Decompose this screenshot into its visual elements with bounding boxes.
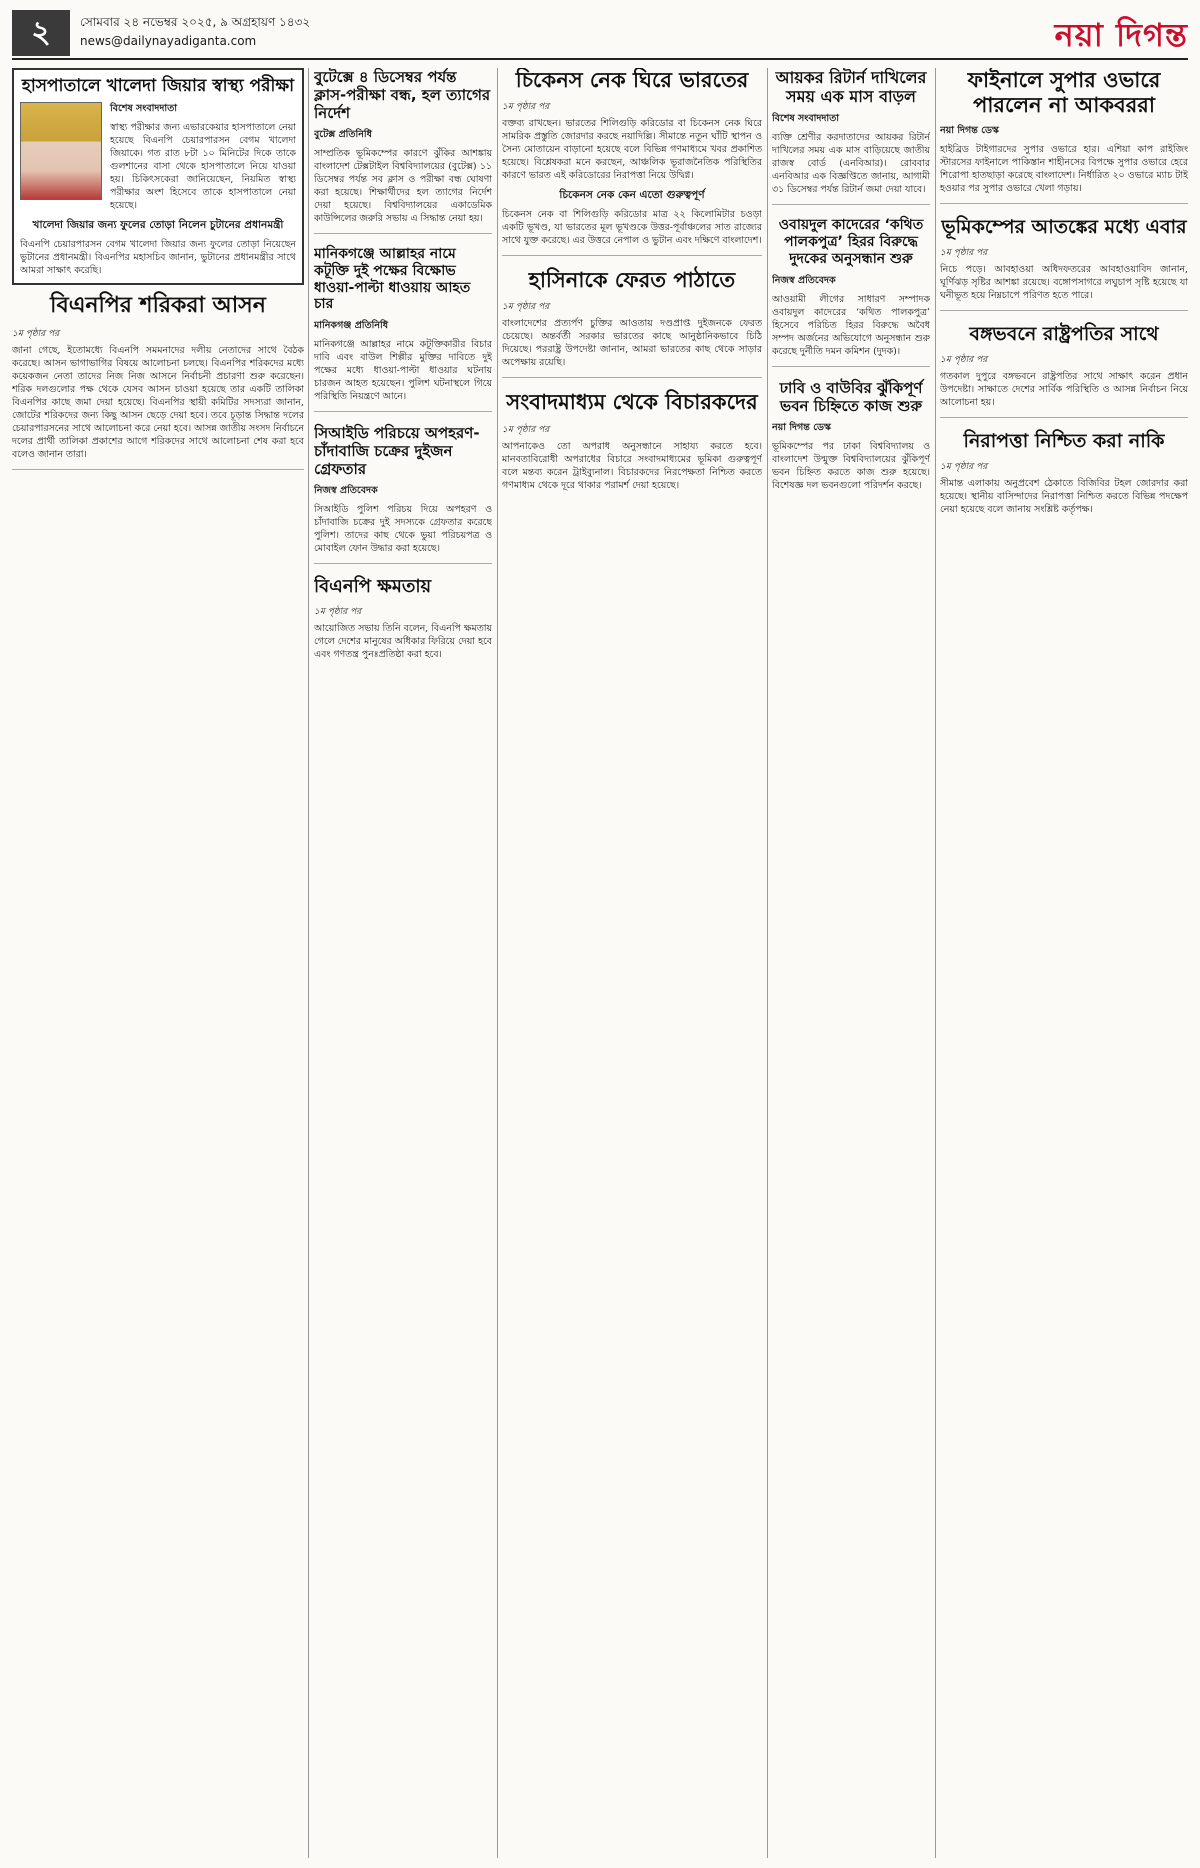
bangabhaban-story bbox=[940, 323, 1188, 418]
headline: বিএনপি ক্ষমতায় bbox=[314, 576, 432, 598]
masthead bbox=[12, 10, 1188, 60]
column-divider bbox=[935, 68, 936, 1858]
headline: ফাইনালে সুপার ওভারে পারলেন না আকবররা bbox=[967, 68, 1161, 118]
byline: বিশেষ সংবাদদাতা bbox=[110, 103, 178, 115]
headline: ঢাবি ও বাউবির ঝুঁকিপূর্ণ ভবন চিহ্নিতে কাজ শুরু bbox=[779, 378, 923, 415]
article-text: ভূমিকম্পের পর ঢাকা বিশ্ববিদ্যালয় ও বাংলাদেশ উন্মুক্ত বিশ্ববিদ্যালয়ের ঝুঁকিপূর্ণ ভবন চিহ্নিত করতে কাজ শুরু হয়েছে। বিশেষজ্ঞ দল ভবনগুলো পরিদর্শন করছে। bbox=[772, 440, 930, 491]
headline: ওবায়দুল কাদেরের ‘কথিত পালকপুত্র’ হিরর বিরুদ্ধে দুদকের অনুসন্ধান শুরু bbox=[778, 217, 924, 267]
continued-from: ১ম পৃষ্ঠার পর bbox=[502, 424, 550, 435]
article-text: বিএনপি চেয়ারপারসন বেগম খালেদা জিয়ার জন্য ফুলের তোড়া নিয়েছেন ভুটানের প্রধানমন্ত্রী। বিএনপির মহাসচিব জানান, ভুটানের প্রধানমন্ত্রীর সাথে আমরা সাক্ষাৎ করেছি। bbox=[20, 239, 296, 277]
article-text: জানা গেছে, ইতোমধ্যে বিএনপি সমমনাদের দলীয় নেতাদের সাথে বৈঠক করেছে। আসন ভাগাভাগির বিষয়ে আলোচনা চলছে। বিএনপির শরিকদের মধ্যে কয়েকজন নেতা তাদের নিজ নিজ আসনে নির্বাচনী প্রচারণা শুরু করেছেন। শরিক দলগুলোর পক্ষ থেকে যেসব আসন চাওয়া হয়েছে তার একটি তালিকা বিএনপির কাছে জমা দেয়া হয়েছে। বিএনপির স্থায়ী কমিটির সদস্যরা জানান, জোটের শরিকদের জন্য কিছু আসন ছেড়ে দেয়া হবে। তবে চূড়ান্ত সিদ্ধান্ত দলের চেয়ারপারসনের সাথে আলোচনা করে নেয়া হবে। আসন্ন জাতীয় সংসদ নির্বাচনে দলের প্রার্থী তালিকা প্রকাশের আগে শরিকদের সাথে আলোচনা শেষ করা হবে বলেও জানান তারা। bbox=[12, 344, 304, 460]
article-text: বাংলাদেশের প্রত্যর্পণ চুক্তির আওতায় দণ্ডপ্রাপ্ত দুইজনকে ফেরত চেয়েছে। অন্তর্বর্তী সরকার ভারতের কাছে আনুষ্ঠানিকভাবে চিঠি দিয়েছে। পররাষ্ট্র উপদেষ্টা জানান, আমরা ভারতের কাছ থেকে সাড়ার অপেক্ষায় রয়েছি। bbox=[502, 318, 762, 369]
headline: হাসিনাকে ফেরত পাঠাতে bbox=[528, 268, 736, 293]
column-1 bbox=[12, 68, 304, 482]
article-text: সীমান্ত এলাকায় অনুপ্রবেশ ঠেকাতে বিজিবির টহল জোরদার করা হয়েছে। স্থানীয় বাসিন্দাদের নিরাপত্তা নিশ্চিত করতে বিভিন্ন পদক্ষেপ নেয়া হয়েছে বলে জানায় সংশ্লিষ্ট কর্তৃপক্ষ। bbox=[940, 477, 1188, 515]
khaleda-zia-photo bbox=[20, 102, 102, 200]
byline: নয়া দিগন্ত ডেস্ক bbox=[940, 125, 999, 137]
acc-probe-story bbox=[772, 217, 930, 366]
column-divider bbox=[767, 68, 768, 1858]
continued-from: ১ম পৃষ্ঠার পর bbox=[502, 302, 550, 313]
subheading: খালেদা জিয়ার জন্য ফুলের তোড়া নিলেন চুটানের প্রধানমন্ত্রী bbox=[32, 219, 284, 232]
continued-from: ১ম পৃষ্ঠার পর bbox=[940, 354, 988, 365]
article-text: সাম্প্রতিক ভূমিকম্পের কারণে ঝুঁকির আশঙ্কায় বাংলাদেশ টেক্সটাইল বিশ্ববিদ্যালয়ের (বুটেক্স) ১১ ডিসেম্বর পর্যন্ত সব ক্লাস ও পরীক্ষা বন্ধ ঘোষণা করা হয়েছে। শিক্ষার্থীদের হল ত্যাগের নির্দেশ দেয়া হয়েছে। বিশ্ববিদ্যালয়ের একাডেমিক কাউন্সিলের জরুরি সভায় এ সিদ্ধান্ত নেয়া হয়। bbox=[314, 148, 492, 224]
judges-media-story bbox=[502, 390, 762, 499]
column-5 bbox=[940, 68, 1188, 536]
byline: নিজস্ব প্রতিবেদক bbox=[314, 485, 378, 497]
hasina-return-story bbox=[502, 268, 762, 378]
article-text: স্বাস্থ্য পরীক্ষার জন্য এভারকেয়ার হাসপাতালে নেয়া হয়েছে বিএনপি চেয়ারপারসন বেগম খালেদা জিয়াকে। গত রাত ৮টা ১০ মিনিটের দিকে তাকে গুলশানের বাসা থেকে হাসপাতালে নিয়ে যাওয়া হয়। চিকিৎসকেরা জানিয়েছেন, নিয়মিত স্বাস্থ্য পরীক্ষার অংশ হিসেবে তাকে হাসপাতালে নেয়া হয়েছে। bbox=[110, 122, 296, 212]
article-text: গতকাল দুপুরে বঙ্গভবনে রাষ্ট্রপতির সাথে সাক্ষাৎ করেন প্রধান উপদেষ্টা। সাক্ষাতে দেশের সার্বিক পরিস্থিতি ও আসন্ন নির্বাচন নিয়ে আলোচনা হয়। bbox=[940, 370, 1188, 408]
article-text: মানিকগঞ্জে আল্লাহর নামে কটূক্তিকারীর বিচার দাবি এবং বাউল শিল্পীর মুক্তির দাবিতে দুই পক্ষের মধ্যে ধাওয়া-পাল্টা ধাওয়ার ঘটনায় চারজন আহত হয়েছেন। পুলিশ ঘটনাস্থলে গিয়ে পরিস্থিতি নিয়ন্ত্রণে আনে। bbox=[314, 339, 492, 403]
column-2 bbox=[314, 68, 492, 681]
headline: নিরাপত্তা নিশ্চিত করা নাকি bbox=[963, 429, 1165, 452]
newspaper-page bbox=[12, 0, 1188, 1868]
headline: সিআইডি পরিচয়ে অপহরণ-চাঁদাবাজি চক্রের দুইজন গ্রেফতার bbox=[314, 424, 480, 479]
chickens-neck-story bbox=[502, 68, 762, 256]
butex-story bbox=[314, 68, 492, 234]
continued-from: ১ম পৃষ্ঠার পর bbox=[314, 606, 362, 617]
article-text: চিকেনস নেক বা শিলিগুড়ি করিডোর মাত্র ২২ কিলোমিটার চওড়া একটি ভূখণ্ড, যা ভারতের মূল ভূখণ্ডকে উত্তর-পূর্বাঞ্চলের সাত রাজ্যের সাথে যুক্ত করেছে। এর উত্তরে নেপাল ও ভুটান এবং দক্ষিণে বাংলাদেশ। bbox=[502, 209, 762, 247]
column-4 bbox=[772, 68, 930, 512]
headline: চিকেনস নেক ঘিরে ভারতের bbox=[515, 68, 749, 92]
bnp-allies-story bbox=[12, 293, 304, 469]
security-story bbox=[940, 430, 1188, 524]
cid-story bbox=[314, 424, 492, 564]
byline: নিজস্ব প্রতিবেদক bbox=[772, 274, 836, 286]
risky-buildings-story bbox=[772, 379, 930, 500]
headline: আয়কর রিটার্ন দাখিলের সময় এক মাস বাড়ল bbox=[775, 68, 927, 107]
super-over-story bbox=[940, 68, 1188, 204]
article-text: আয়োজিত সভায় তিনি বলেন, বিএনপি ক্ষমতায় গেলে দেশের মানুষের অধিকার ফিরিয়ে দেয়া হবে এবং গণতন্ত্র পুনঃপ্রতিষ্ঠা করা হবে। bbox=[314, 622, 492, 660]
article-text: আওয়ামী লীগের সাধারণ সম্পাদক ওবায়দুল কাদেরের ‘কথিত পালকপুত্র’ হিসেবে পরিচিত হিরর বিরুদ্ধে অবৈধ সম্পদ অর্জনের অভিযোগে অনুসন্ধান শুরু করেছে দুর্নীতি দমন কমিশন (দুদক)। bbox=[772, 293, 930, 357]
byline: মানিকগঞ্জ প্রতিনিধি bbox=[314, 320, 389, 332]
khaleda-zia-story-box bbox=[12, 68, 304, 285]
newspaper-logo: নয়া দিগন্ত bbox=[1054, 16, 1188, 54]
headline: বুটেক্সে ৪ ডিসেম্বর পর্যন্ত ক্লাস-পরীক্ষা বন্ধ, হল ত্যাগের নির্দেশ bbox=[314, 68, 491, 122]
article-text: নিচে পড়ে। আবহাওয়া অধিদফতরের আবহাওয়াবিদ জানান, ঘূর্ণিঝড় সৃষ্টির আশঙ্কা রয়েছে। বঙ্গোপসাগরে লঘুচাপ সৃষ্টি হয়েছে যা ঘনীভূত হয়ে নিম্নচাপে পরিণত হতে পারে। bbox=[940, 264, 1188, 302]
continued-from: ১ম পৃষ্ঠার পর bbox=[502, 102, 550, 113]
article-text: সিআইডি পুলিশ পরিচয় দিয়ে অপহরণ ও চাঁদাবাজি চক্রের দুই সদস্যকে গ্রেফতার করেছে পুলিশ। তাদের কাছ থেকে ভুয়া পরিচয়পত্র ও মোবাইল ফোন উদ্ধার করা হয়েছে। bbox=[314, 504, 492, 555]
byline: বুটেক্স প্রতিনিধি bbox=[314, 129, 372, 140]
byline: বিশেষ সংবাদদাতা bbox=[772, 113, 840, 125]
column-divider bbox=[308, 68, 309, 1858]
article-text: ব্যক্তি শ্রেণীর করদাতাদের আয়কর রিটার্ন দাখিলের সময় এক মাস বাড়িয়েছে জাতীয় রাজস্ব বোর্ড (এনবিআর)। রোববার এনবিআর এক বিজ্ঞপ্তিতে জানায়, আগামী ৩১ ডিসেম্বর পর্যন্ত রিটার্ন জমা দেয়া যাবে। bbox=[772, 132, 930, 196]
headline: সংবাদমাধ্যম থেকে বিচারকদের bbox=[506, 390, 758, 415]
earthquake-fear-story bbox=[940, 216, 1188, 311]
headline: বিএনপির শরিকরা আসন bbox=[50, 293, 266, 319]
site-email[interactable]: news@dailynayadiganta.com bbox=[80, 34, 257, 48]
manikganj-story bbox=[314, 246, 492, 412]
continued-from: ১ম পৃষ্ঠার পর bbox=[12, 328, 60, 339]
article-text: বক্তব্য রাখছেন। ভারতের শিলিগুড়ি করিডোর বা চিকেনস নেক ঘিরে সামরিক প্রস্তুতি জোরদার করছে নয়াদিল্লি। সীমান্তে নতুন ঘাঁটি স্থাপন ও সৈন্য মোতায়েন বাড়ানো হয়েছে বলে বিভিন্ন গণমাধ্যমে খবর প্রকাশিত হয়েছে। বিশ্লেষকরা মনে করছেন, আঞ্চলিক ভূরাজনৈতিক পরিস্থিতির কারণে ভারত এই করিডোরের নিরাপত্তা নিয়ে উদ্বিগ্ন। bbox=[502, 118, 762, 182]
headline: মানিকগঞ্জে আল্লাহর নামে কটূক্তি দুই পক্ষের বিক্ষোভ ধাওয়া-পাল্টা ধাওয়ায় আহত চার bbox=[314, 246, 471, 313]
article-text: আপনাকেও তো অপরাধ অনুসন্ধানে সাহায্য করতে হবে। মানবতাবিরোধী অপরাধের বিচারে সংবাদমাধ্যমের ভূমিকা গুরুত্বপূর্ণ বলে মন্তব্য করেন ট্রাইব্যুনাল। বিচারকদের নিরপেক্ষতা নিশ্চিত করতে গণমাধ্যম থেকে দূরে থাকার পরামর্শ দেয়া হয়েছে। bbox=[502, 440, 762, 491]
subheading: চিকেনস নেক কেন এতো গুরুত্বপূর্ণ bbox=[559, 189, 705, 202]
dateline: সোমবার ২৪ নভেম্বর ২০২৫, ৯ অগ্রহায়ণ ১৪৩২ bbox=[80, 15, 311, 29]
column-3 bbox=[502, 68, 762, 512]
page-number: ২ bbox=[12, 10, 70, 56]
headline: হাসপাতালে খালেদা জিয়ার স্বাস্থ্য পরীক্ষা bbox=[21, 76, 295, 96]
continued-from: ১ম পৃষ্ঠার পর bbox=[940, 248, 988, 259]
tax-return-story bbox=[772, 68, 930, 205]
article-text: হাইব্রিড টাইগারদের সুপার ওভারে হার। এশিয়া কাপ রাইজিং স্টারসের ফাইনালে পাকিস্তান শাহীনসের বিপক্ষে সুপার ওভারে হেরে শিরোপা হাতছাড়া করেছে বাংলাদেশ। নির্ধারিত ২০ ওভারে ম্যাচ টাই হওয়ার পর সুপার ওভারে খেলা গড়ায়। bbox=[940, 144, 1188, 195]
headline: ভূমিকম্পের আতঙ্কের মধ্যে এবার bbox=[941, 216, 1187, 239]
headline: বঙ্গভবনে রাষ্ট্রপতির সাথে bbox=[969, 323, 1159, 346]
column-divider bbox=[497, 68, 498, 1858]
continued-from: ১ম পৃষ্ঠার পর bbox=[940, 461, 988, 472]
bnp-power-story bbox=[314, 576, 492, 669]
byline: নয়া দিগন্ত ডেস্ক bbox=[772, 421, 831, 433]
